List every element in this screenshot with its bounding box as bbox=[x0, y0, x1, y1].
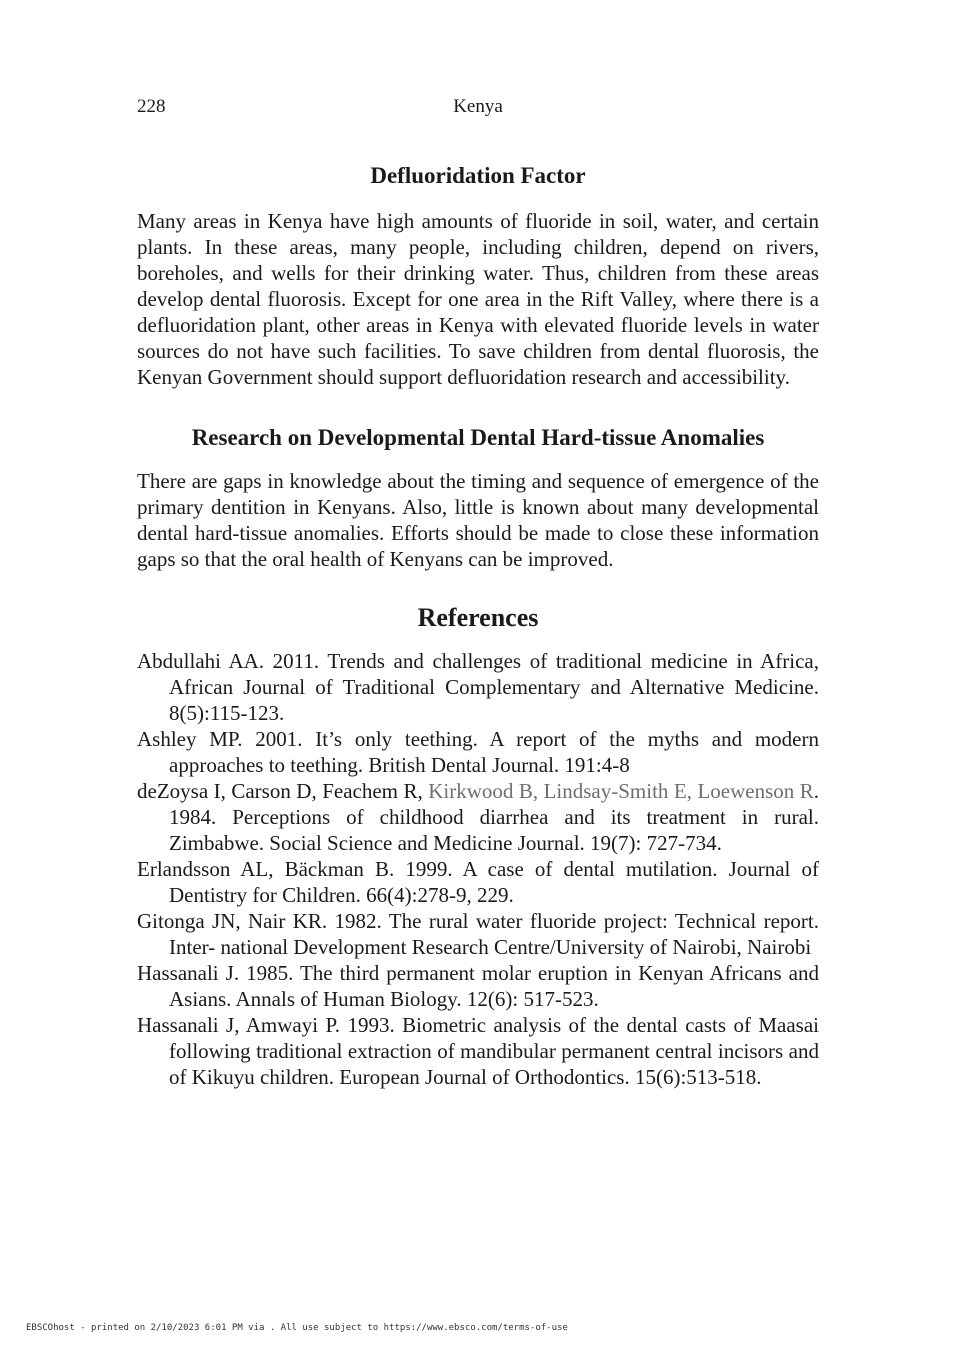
reference-item bbox=[137, 778, 819, 856]
section-heading-research: Research on Developmental Dental Hard-tissue Anomalies bbox=[191, 425, 765, 450]
section-paragraph-research: There are gaps in knowledge about the timing and sequence of emergence of the primary dentition in Kenyans. Also, little is known about many developmental dental hard-tissue anomalies. Efforts should be made to close these information gaps so that the oral health of Kenyans can be improved. bbox=[137, 469, 819, 571]
reference-linked-authors: Kirkwood B, Lindsay-Smith E, Loewenson R bbox=[428, 779, 814, 803]
reference-item: Hassanali J, Amwayi P. 1993. Biometric analysis of the dental casts of Maasai following traditional extraction of mandibular permanent central incisors and of Kikuyu children. European Journal of Orthodontics. 15(6):513-518. bbox=[137, 1013, 819, 1089]
section-paragraph-defluoridation: Many areas in Kenya have high amounts of fluoride in soil, water, and certain plants. In these areas, many people, including children, depend on rivers, boreholes, and wells for their drinking water. Thus, children from these areas develop dental fluorosis. Except for one area in the Rift Valley, where there is a defluoridation plant, other areas in Kenya with elevated fluoride levels in water sources do not have such facilities. To save children from dental fluorosis, the Kenyan Government should support defluoridation research and accessibility. bbox=[137, 209, 819, 389]
reference-item: Erlandsson AL, Bäckman B. 1999. A case of dental mutilation. Journal of Dentistry for Children. 66(4):278-9, 229. bbox=[137, 857, 819, 907]
page-content bbox=[137, 158, 819, 1090]
running-head bbox=[137, 96, 819, 122]
reference-item: Ashley MP. 2001. It’s only teething. A report of the myths and modern approaches to teething. British Dental Journal. 191:4-8 bbox=[137, 727, 819, 777]
reference-item: Hassanali J. 1985. The third permanent molar eruption in Kenyan Africans and Asians. Annals of Human Biology. 12(6): 517-523. bbox=[137, 961, 819, 1011]
section-heading-defluoridation: Defluoridation Factor bbox=[370, 163, 586, 188]
reference-details: . 1984. Perceptions of childhood diarrhea and its treatment in rural. Zimbabwe. Social Science and Medicine Journal. 19(7): 727-734. bbox=[169, 779, 819, 855]
reference-item: Gitonga JN, Nair KR. 1982. The rural water fluoride project: Technical report. Inter- national Development Research Centre/University of Nairobi, Nairobi bbox=[137, 909, 819, 959]
page-number: 228 bbox=[137, 96, 166, 117]
reference-lead-authors: deZoysa I, Carson D, Feachem R, bbox=[137, 779, 429, 803]
references-heading: References bbox=[417, 603, 539, 632]
reference-item: Abdullahi AA. 2011. Trends and challenges of traditional medicine in Africa, African Journal of Traditional Complementary and Alternative Medicine. 8(5):115-123. bbox=[137, 649, 819, 725]
running-title: Kenya bbox=[453, 96, 503, 117]
print-footer: EBSCOhost - printed on 2/10/2023 6:01 PM via . All use subject to https://www.ebsco.com/terms-of-use bbox=[26, 1323, 568, 1333]
reference-list bbox=[137, 648, 819, 1090]
